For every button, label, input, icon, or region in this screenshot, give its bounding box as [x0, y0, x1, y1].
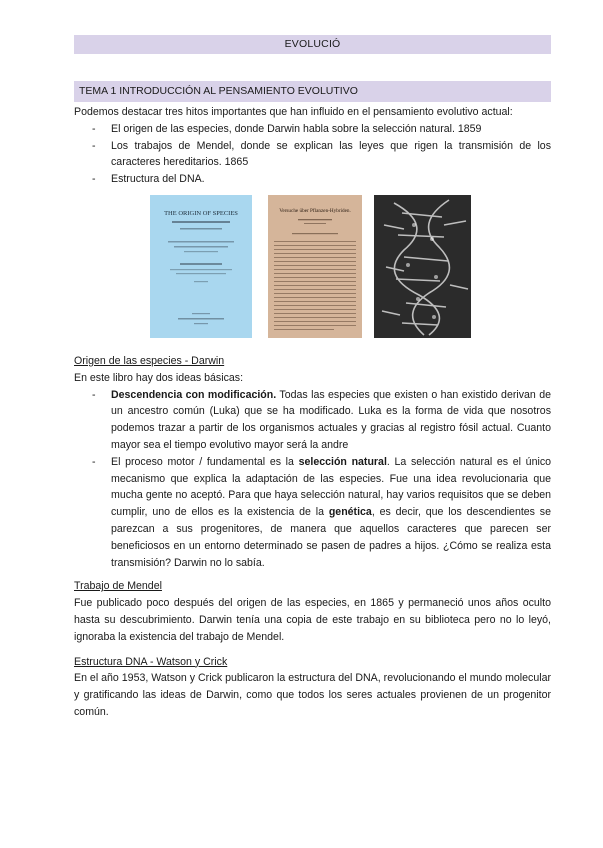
- intro-paragraph: Podemos destacar tres hitos importantes que han influido en el pensamiento evolutivo actual:: [74, 106, 513, 118]
- dash-bullet: -: [92, 173, 96, 186]
- origin-of-species-cover-image: [150, 195, 252, 338]
- list-item: - Descendencia con modificación. Todas las especies que existen o han existido derivan de un ancestro común (Luka) que se ha modificado. Luka es la forma de vida que nosotros podemos trazar a partir de los organismos actuales y gracias al registro fósil actual. Cuanto mayor sea el tiempo evolutivo mayor será la andre: [92, 388, 551, 451]
- dna-xray-image: [374, 195, 471, 338]
- dna-heading: Estructura DNA - Watson y Crick: [74, 655, 228, 668]
- origen-heading: Origen de las especies - Darwin: [74, 354, 225, 367]
- mendel-heading: Trabajo de Mendel: [74, 580, 162, 593]
- origin-cover-title: THE ORIGIN OF SPECIES: [164, 209, 238, 217]
- figures-row: [74, 195, 551, 343]
- mendel-paper-title: Versuche über Pflanzen-Hybriden.: [279, 207, 351, 214]
- list-item: - Estructura del DNA.: [74, 171, 551, 188]
- dash-bullet: -: [92, 139, 96, 152]
- idea-bold-term: genética: [328, 506, 372, 519]
- list-item: - El origen de las especies, donde Darwin habla sobre la selección natural. 1859: [74, 121, 551, 138]
- mendel-paragraph: Fue publicado poco después del origen de las especies, en 1865 y permaneció unos años oculto hasta su descubrimiento. Darwin tenía una copia de este trabajo en su biblioteca pero no lo leyó, ignoraba la existencia del trabajo de Mendel.: [74, 597, 551, 643]
- list-item: - Los trabajos de Mendel, donde se explican las leyes que rigen la transmisión de los caracteres hereditarios. 1865: [92, 139, 551, 169]
- dna-paragraph: En el año 1953, Watson y Crick publicaron la estructura del DNA, revolucionando el mundo molecular y gratificando las ideas de Darwin, como que todos los seres actuales provienen de un progenitor común.: [74, 672, 551, 718]
- origen-intro: En este libro hay dos ideas básicas:: [74, 371, 244, 384]
- section-title: TEMA 1 INTRODUCCIÓN AL PENSAMIENTO EVOLUTIVO: [74, 81, 551, 102]
- list-item: - El proceso motor / fundamental es la selección natural. La selección natural es el único mecanismo que explica la adaptación de las especies. Fue una idea revolucionaria que mucha gente no aceptó. Para que haya selección natural, hay varios requisitos que se deben cumplir, uno de ellos es la existencia de la genética, es decir, que los descendientes se parezcan a sus progenitores, de manera que aquellos caracteres que parecen ser beneficiosos en un entorno determinado se pasen de padres a hijos. ¿Cómo se realiza esta transmisión? Darwin no lo sabía.: [92, 455, 552, 569]
- milestones-list: [74, 121, 551, 188]
- dash-bullet: -: [92, 122, 96, 135]
- idea-bold-term: selección natural: [298, 455, 387, 468]
- idea-bold-term: Descendencia con modificación.: [111, 388, 277, 401]
- mendel-paper-image: [268, 195, 362, 338]
- dash-bullet: -: [92, 455, 96, 468]
- document-page: [74, 35, 551, 721]
- dash-bullet: -: [92, 388, 96, 401]
- document-title: EVOLUCIÓ: [74, 35, 551, 54]
- origen-ideas-list: [74, 387, 551, 572]
